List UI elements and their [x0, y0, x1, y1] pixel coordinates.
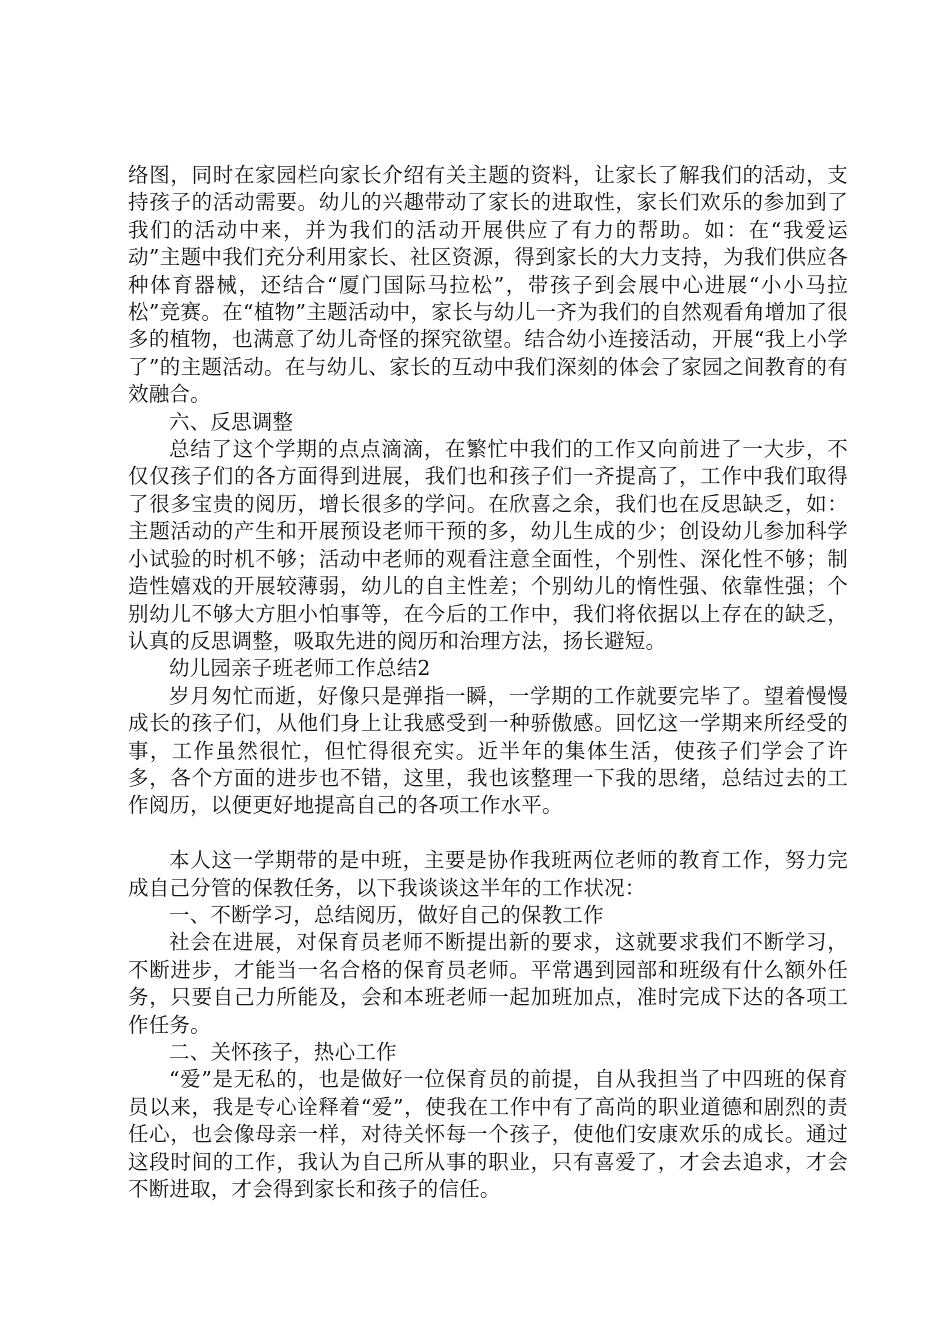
paragraph-reflection: 总结了这个学期的点点滴滴，在繁忙中我们的工作又向前进了一大步，不仅仅孩子们的各方面得到进展，我们也和孩子们一齐提高了，工作中我们取得了很多宝贵的阅历，增长很多的学问。在欣喜之余，我们也在反思缺乏，如：主题活动的产生和开展预设老师干预的多，幼儿生成的少；创设幼儿参加科学小试验的时机不够；活动中老师的观看注意全面性，个别性、深化性不够；制造性嬉戏的开展较薄弱，幼儿的自主性差；个别幼儿的惰性强、依靠性强；个别幼儿不够大方胆小怕事等，在今后的工作中，我们将依据以上存在的缺乏，认真的反思调整，吸取先进的阅历和治理方法，扬长避短。 [128, 437, 848, 653]
document-title-2: 幼儿园亲子班老师工作总结2 [169, 656, 431, 681]
blank-line [128, 820, 848, 847]
paragraph-care: “爱”是无私的，也是做好一位保育员的前提，自从我担当了中四班的保育员以来，我是专心诠释着“爱”，使我在工作中有了高尚的职业道德和剧烈的责任心，也会像母亲一样，对待关怀每一个孩子，使他们安康欢乐的成长。通过这段时间的工作，我认为自己所从事的职业，只有喜爱了，才会去追求，才会不断进取，才会得到家长和孩子的信任。 [128, 1067, 848, 1202]
heading-care: 二、关怀孩子，热心工作 [169, 1039, 397, 1064]
heading-learning: 一、不断学习，总结阅历，做好自己的保教工作 [169, 902, 604, 927]
paragraph-learning: 社会在进展，对保育员老师不断提出新的要求，这就要求我们不断学习，不断进步，才能当一名合格的保育员老师。平常遇到园部和班级有什么额外任务，只要自己力所能及，会和本班老师一起加班加点，准时完成下达的各项工作任务。 [128, 930, 848, 1037]
paragraph-home-school-cooperation: 络图，同时在家园栏向家长介绍有关主题的资料，让家长了解我们的活动，支持孩子的活动需要。幼儿的兴趣带动了家长的进取性，家长们欢乐的参加到了我们的活动中来，并为我们的活动开展供应了有力的帮助。如：在“我爱运动”主题中我们充分利用家长、社区资源，得到家长的大力支持，为我们供应各种体育器械，还结合“厦门国际马拉松”，带孩子到会展中心进展“小小马拉松”竞赛。在“植物”主题活动中，家长与幼儿一齐为我们的自然观看角增加了很多的植物，也满意了幼儿奇怪的探究欲望。结合幼小连接活动，开展“我上小学了”的主题活动。在与幼儿、家长的互动中我们深刻的体会了家园之间教育的有效融合。 [128, 163, 848, 407]
heading-reflection: 六、反思调整 [169, 409, 294, 434]
paragraph-intro: 岁月匆忙而逝，好像只是弹指一瞬，一学期的工作就要完毕了。望着慢慢成长的孩子们，从他们身上让我感受到一种骄傲感。回忆这一学期来所经受的事，工作虽然很忙，但忙得很充实。近半年的集体生活，使孩子们学会了许多，各个方面的进步也不错，这里，我也该整理一下我的思绪，总结过去的工作阅历，以便更好地提高自己的各项工作水平。 [128, 683, 848, 818]
paragraph-role: 本人这一学期带的是中班，主要是协作我班两位老师的教育工作，努力完成自己分管的保教任务，以下我谈谈这半年的工作状况： [128, 848, 848, 900]
document-body [128, 162, 848, 1203]
